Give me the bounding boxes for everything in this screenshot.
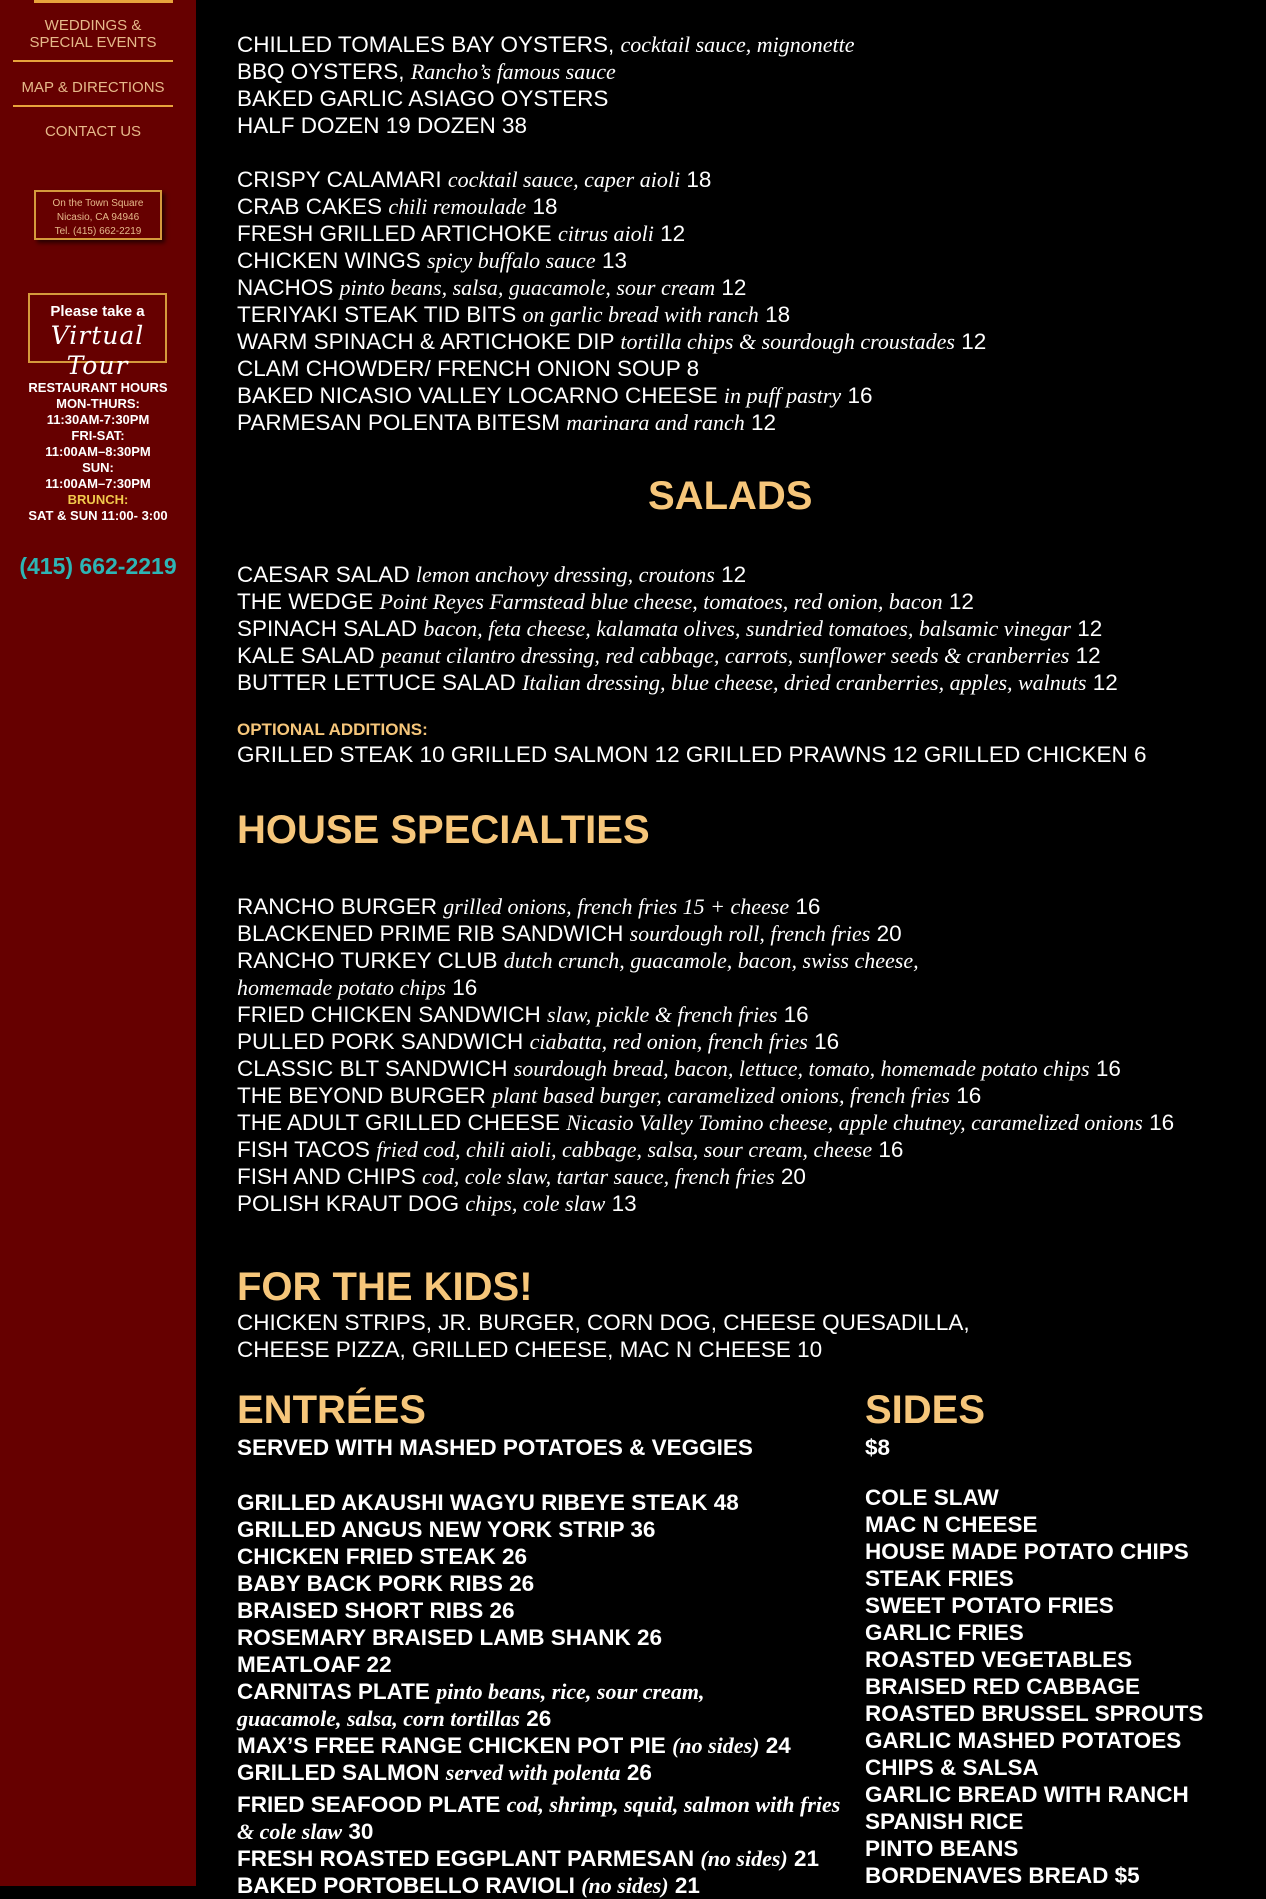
item-name: THE BEYOND BURGER (237, 1083, 486, 1108)
phone-number[interactable]: (415) 662-2219 (19, 553, 177, 579)
item-name: BAKED NICASIO VALLEY LOCARNO CHEESE (237, 383, 718, 408)
house-specialty-item (237, 974, 477, 1001)
side-item: SPANISH RICE (865, 1809, 1024, 1834)
item-name: WARM SPINACH & ARTICHOKE DIP (237, 329, 615, 354)
item-description: sourdough roll, french fries (629, 921, 871, 946)
item-name: THE WEDGE (237, 589, 374, 614)
house-specialty-item (237, 1136, 903, 1163)
item-description: tortilla chips & sourdough croustades (620, 329, 955, 354)
appetizer-item (237, 193, 558, 220)
entree-item (237, 1732, 791, 1759)
item-description: Point Reyes Farmstead blue cheese, tomatoes, red onion, bacon (379, 589, 943, 614)
item-name: BUTTER LETTUCE SALAD (237, 670, 516, 695)
item-price: 16 (878, 1137, 904, 1162)
side-item: CHIPS & SALSA (865, 1755, 1039, 1780)
item-description: peanut cilantro dressing, red cabbage, carrots, sunflower seeds & cranberries (380, 643, 1070, 668)
item-name: NACHOS (237, 275, 334, 300)
item-name: HALF DOZEN 19 DOZEN 38 (237, 113, 528, 138)
item-description: fried cod, chili aioli, cabbage, salsa, sour cream, cheese (376, 1137, 873, 1162)
appetizer-item (237, 301, 790, 328)
item-price: 12 (721, 275, 747, 300)
item-description: grilled onions, french fries 15 + cheese (443, 894, 790, 919)
item-description: pinto beans, rice, sour cream, (436, 1679, 705, 1704)
appetizer-item (237, 274, 746, 301)
appetizer-item (237, 58, 616, 85)
address-phone: Tel. (415) 662-2219 (54, 226, 142, 237)
item-price: 12 (1092, 670, 1118, 695)
sides-heading: SIDES (865, 1388, 986, 1432)
side-item: STEAK FRIES (865, 1566, 1014, 1591)
item-description: Italian dressing, blue cheese, dried cranberries, apples, walnuts (522, 670, 1087, 695)
item-name: CAESAR SALAD (237, 562, 410, 587)
address-line: On the Town Square (52, 198, 144, 209)
item-description: guacamole, salsa, corn tortillas (237, 1706, 520, 1731)
item-price: 18 (765, 302, 791, 327)
appetizer-item (237, 166, 711, 193)
house-specialty-item (237, 920, 902, 947)
item-name: CRISPY CALAMARI (237, 167, 442, 192)
item-description: sourdough bread, bacon, lettuce, tomato, homemade potato chips (513, 1056, 1090, 1081)
hours-title: RESTAURANT HOURS (28, 380, 168, 395)
hours-line: 11:00AM–8:30PM (45, 444, 151, 459)
item-name: PARMESAN POLENTA BITESM (237, 410, 560, 435)
item-description: chili remoulade (388, 194, 527, 219)
item-price: 16 (452, 975, 478, 1000)
item-price: 26 (526, 1706, 552, 1731)
tour-line2: Virtual Tour (50, 321, 145, 380)
item-name: ROSEMARY BRAISED LAMB SHANK 26 (237, 1625, 663, 1650)
item-description: ciabatta, red onion, french fries (529, 1029, 808, 1054)
item-description: bacon, feta cheese, kalamata olives, sundried tomatoes, balsamic vinegar (423, 616, 1071, 641)
item-description: (no sides) (672, 1733, 760, 1758)
item-name: PULLED PORK SANDWICH (237, 1029, 524, 1054)
item-price: 16 (1095, 1056, 1121, 1081)
item-description: & cole slaw (237, 1819, 343, 1844)
nav-divider (13, 105, 173, 107)
item-name: THE ADULT GRILLED CHEESE (237, 1110, 561, 1135)
item-price: 16 (847, 383, 873, 408)
entree-item (237, 1678, 704, 1705)
side-item: BORDENAVES BREAD $5 (865, 1863, 1140, 1888)
hours-line: FRI-SAT: (71, 428, 125, 443)
hours-line: 11:00AM–7:30PM (45, 476, 151, 491)
house-specialty-item (237, 1082, 981, 1109)
house-specialty-item (237, 1001, 809, 1028)
salad-item (237, 642, 1101, 669)
item-name: FISH TACOS (237, 1137, 370, 1162)
salad-item (237, 669, 1118, 696)
hours-line: SUN: (82, 460, 114, 475)
nav-weddings-line1: WEDDINGS & (44, 17, 142, 34)
entree-item (237, 1543, 527, 1570)
side-item: GARLIC BREAD WITH RANCH (865, 1782, 1189, 1807)
item-price: 12 (750, 410, 777, 435)
house-specialty-item (237, 1163, 806, 1190)
item-name: KALE SALAD (237, 643, 375, 668)
item-description: Rancho’s famous sauce (410, 59, 616, 84)
entree-item (237, 1818, 373, 1845)
house-specialties-heading: HOUSE SPECIALTIES (237, 808, 650, 852)
item-name: FRESH GRILLED ARTICHOKE (237, 221, 552, 246)
side-item: MAC N CHEESE (865, 1512, 1038, 1537)
item-price: 12 (961, 329, 987, 354)
item-description: lemon anchovy dressing, croutons (415, 562, 715, 587)
item-name: FISH AND CHIPS (237, 1164, 416, 1189)
item-name: CLAM CHOWDER/ FRENCH ONION SOUP 8 (237, 356, 700, 381)
entree-item (237, 1705, 551, 1732)
item-price: 16 (956, 1083, 982, 1108)
side-item: HOUSE MADE POTATO CHIPS (865, 1539, 1189, 1564)
item-name: BAKED PORTOBELLO RAVIOLI (237, 1873, 575, 1898)
item-price: 30 (348, 1819, 374, 1844)
side-item: GARLIC FRIES (865, 1620, 1024, 1645)
nav-top-divider (34, 0, 173, 3)
entree-item (237, 1570, 534, 1597)
item-price: 13 (611, 1191, 637, 1216)
appetizer-item (237, 112, 527, 139)
item-name: CHICKEN WINGS (237, 248, 421, 273)
item-name: FRESH ROASTED EGGPLANT PARMESAN (237, 1846, 695, 1871)
house-specialty-item (237, 893, 820, 920)
item-description: cod, cole slaw, tartar sauce, french fries (422, 1164, 775, 1189)
item-description: (no sides) (581, 1873, 669, 1898)
item-description: plant based burger, caramelized onions, french fries (492, 1083, 950, 1108)
item-name: CHILLED TOMALES BAY OYSTERS, (237, 32, 615, 57)
appetizer-item (237, 247, 627, 274)
entree-item (237, 1791, 840, 1818)
nav-weddings-link[interactable] (13, 17, 173, 51)
item-name: CHICKEN FRIED STEAK 26 (237, 1544, 528, 1569)
address-line: Nicasio, CA 94946 (56, 212, 140, 223)
side-item: GARLIC MASHED POTATOES (865, 1728, 1182, 1753)
item-description: cocktail sauce, caper aioli (447, 167, 681, 192)
kids-heading: FOR THE KIDS! (237, 1265, 533, 1309)
item-description: marinara and ranch (566, 410, 745, 435)
side-item: ROASTED VEGETABLES (865, 1647, 1133, 1672)
tour-line1: Please take a (50, 303, 145, 320)
restaurant-hours (0, 380, 196, 524)
optional-additions: GRILLED STEAK 10 GRILLED SALMON 12 GRILLED PRAWNS 12 GRILLED CHICKEN 6 (237, 742, 1147, 767)
entree-item (237, 1651, 392, 1678)
item-price: 12 (721, 562, 747, 587)
appetizer-item (237, 85, 608, 112)
item-description: homemade potato chips (237, 975, 446, 1000)
appetizer-item (237, 355, 699, 382)
house-specialty-item (237, 1055, 1121, 1082)
hours-line: MON-THURS: (56, 396, 140, 411)
item-description: slaw, pickle & french fries (547, 1002, 778, 1027)
sidebar (0, 0, 196, 1886)
item-description: dutch crunch, guacamole, bacon, swiss cheese, (503, 948, 919, 973)
appetizer-item (237, 31, 854, 58)
item-price: 13 (601, 248, 627, 273)
item-name: TERIYAKI STEAK TID BITS (237, 302, 517, 327)
item-name: FRIED SEAFOOD PLATE (237, 1792, 501, 1817)
item-name: FRIED CHICKEN SANDWICH (237, 1002, 541, 1027)
salad-item (237, 588, 974, 615)
virtual-tour-button[interactable] (28, 293, 167, 380)
house-specialty-item (237, 1028, 839, 1055)
item-price: 18 (532, 194, 558, 219)
item-name: CRAB CAKES (237, 194, 383, 219)
item-description: Nicasio Valley Tomino cheese, apple chutney, caramelized onions (566, 1110, 1143, 1135)
item-price: 21 (794, 1846, 820, 1871)
appetizer-item (237, 328, 986, 355)
item-name: GRILLED AKAUSHI WAGYU RIBEYE STEAK 48 (237, 1490, 739, 1515)
item-price: 12 (948, 589, 974, 614)
side-item: ROASTED BRUSSEL SPROUTS (865, 1701, 1204, 1726)
entree-item (237, 1516, 655, 1543)
hours-line: SAT & SUN 11:00- 3:00 (28, 508, 168, 523)
item-name: BAKED GARLIC ASIAGO OYSTERS (237, 86, 609, 111)
hours-brunch-label: BRUNCH: (67, 492, 129, 507)
item-price: 16 (814, 1029, 840, 1054)
item-name: BABY BACK PORK RIBS 26 (237, 1571, 535, 1596)
item-price: 18 (686, 167, 712, 192)
item-price: 20 (876, 921, 902, 946)
item-name: MAX’S FREE RANGE CHICKEN POT PIE (237, 1733, 666, 1758)
item-description: pinto beans, salsa, guacamole, sour cream (339, 275, 716, 300)
item-description: chips, cole slaw (465, 1191, 606, 1216)
item-name: SPINACH SALAD (237, 616, 418, 641)
item-name: RANCHO BURGER (237, 894, 438, 919)
optional-additions-label: OPTIONAL ADDITIONS: (237, 720, 428, 739)
item-description: (no sides) (700, 1846, 788, 1871)
salad-item (237, 615, 1102, 642)
salad-item (237, 561, 746, 588)
item-price: 26 (626, 1760, 652, 1785)
side-item: SWEET POTATO FRIES (865, 1593, 1114, 1618)
item-name: BBQ OYSTERS, (237, 59, 405, 84)
item-price: 12 (1077, 616, 1103, 641)
item-price: 16 (783, 1002, 809, 1027)
item-description: cocktail sauce, mignonette (620, 32, 855, 57)
item-description: cod, shrimp, squid, salmon with fries (506, 1792, 841, 1817)
entree-item (237, 1759, 652, 1786)
nav-map-link[interactable]: MAP & DIRECTIONS (21, 79, 165, 96)
nav-divider (13, 60, 173, 62)
entree-item (237, 1597, 515, 1624)
sides-price: $8 (865, 1435, 891, 1460)
item-name: GRILLED SALMON (237, 1760, 440, 1785)
house-specialty-item (237, 1190, 637, 1217)
house-specialty-item (237, 1109, 1174, 1136)
side-item: BRAISED RED CABBAGE (865, 1674, 1141, 1699)
side-item: COLE SLAW (865, 1485, 999, 1510)
item-name: BRAISED SHORT RIBS 26 (237, 1598, 515, 1623)
hours-line: 11:30AM-7:30PM (46, 412, 150, 427)
item-name: CLASSIC BLT SANDWICH (237, 1056, 508, 1081)
entree-item (237, 1845, 819, 1872)
item-name: CARNITAS PLATE (237, 1679, 430, 1704)
address-box (34, 190, 162, 240)
item-price: 12 (660, 221, 686, 246)
appetizer-item (237, 220, 685, 247)
kids-line: CHICKEN STRIPS, JR. BURGER, CORN DOG, CHEESE QUESADILLA, (237, 1310, 970, 1335)
item-name: BLACKENED PRIME RIB SANDWICH (237, 921, 624, 946)
item-price: 24 (765, 1733, 791, 1758)
entrees-subheading: SERVED WITH MASHED POTATOES & VEGGIES (237, 1435, 753, 1460)
item-description: on garlic bread with ranch (522, 302, 759, 327)
item-description: spicy buffalo sauce (427, 248, 596, 273)
item-description: in puff pastry (723, 383, 842, 408)
item-price: 16 (795, 894, 821, 919)
item-price: 12 (1075, 643, 1101, 668)
appetizer-item (237, 409, 776, 436)
nav-contact-link[interactable]: CONTACT US (44, 123, 142, 140)
item-description: citrus aioli (557, 221, 654, 246)
entree-item (237, 1624, 662, 1651)
item-name: MEATLOAF 22 (237, 1652, 392, 1677)
entree-item (237, 1489, 739, 1516)
item-name: RANCHO TURKEY CLUB (237, 948, 498, 973)
nav-weddings-line2: SPECIAL EVENTS (29, 34, 157, 51)
item-price: 21 (674, 1873, 700, 1898)
side-item: PINTO BEANS (865, 1836, 1019, 1861)
item-name: GRILLED ANGUS NEW YORK STRIP 36 (237, 1517, 656, 1542)
salads-heading: SALADS (648, 474, 813, 518)
entrees-heading: ENTRÉES (237, 1388, 426, 1432)
appetizer-item (237, 382, 872, 409)
item-price: 16 (1149, 1110, 1175, 1135)
item-description: served with polenta (445, 1760, 621, 1785)
item-name: POLISH KRAUT DOG (237, 1191, 460, 1216)
kids-line: CHEESE PIZZA, GRILLED CHEESE, MAC N CHEESE 10 (237, 1337, 823, 1362)
item-price: 20 (780, 1164, 806, 1189)
house-specialty-item (237, 947, 919, 974)
